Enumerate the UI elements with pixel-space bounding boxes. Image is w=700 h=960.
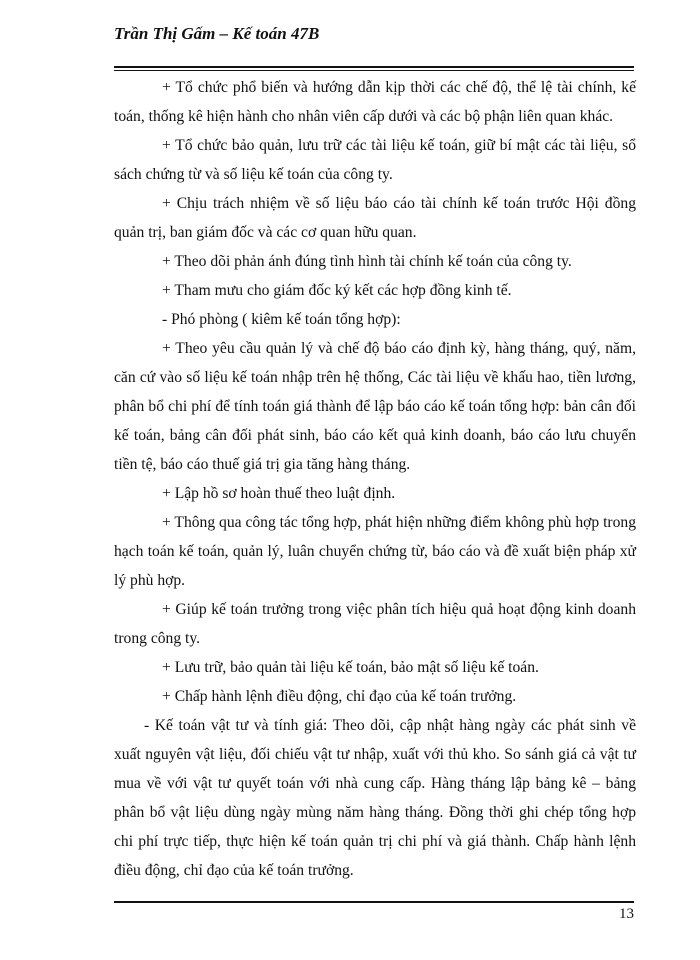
paragraph-13: - Kế toán vật tư và tính giá: Theo dõi, cập nhật hàng ngày các phát sinh về xuất nguyên vật liệu, đối chiếu vật tư nhập, xuất với thủ kho. So sánh giá cả vật tư mua về với vật tư quyết toán với nhà cung cấp. Hàng tháng lập bảng kê – bảng phân bổ vật liệu dùng ngày mùng năm hàng tháng. Đồng thời ghi chép tổng hợp chi phí trực tiếp, thực hiện kế toán quản trị chi phí và giá thành. Chấp hành lệnh điều động, chỉ đạo của kế toán trưởng. bbox=[114, 717, 636, 879]
paragraph-6: - Phó phòng ( kiêm kế toán tổng hợp): bbox=[162, 311, 401, 328]
footer-divider bbox=[114, 901, 634, 903]
paragraph-11: + Lưu trữ, bảo quản tài liệu kế toán, bảo mật số liệu kế toán. bbox=[162, 659, 539, 676]
paragraph-8: + Lập hồ sơ hoàn thuế theo luật định. bbox=[162, 485, 396, 502]
page-header: Trần Thị Gấm – Kế toán 47B bbox=[114, 24, 320, 43]
paragraph-5: + Tham mưu cho giám đốc ký kết các hợp đồng kinh tế. bbox=[162, 282, 512, 299]
paragraph-1: + Tổ chức phổ biến và hướng dẫn kịp thời các chế độ, thể lệ tài chính, kế toán, thống kê hiện hành cho nhân viên cấp dưới và các bộ phận liên quan khác. bbox=[114, 79, 636, 125]
paragraph-7: + Theo yêu cầu quản lý và chế độ báo cáo định kỳ, hàng tháng, quý, năm, căn cứ vào số liệu kế toán nhập trên hệ thống, Các tài liệu về khấu hao, tiền lương, phân bổ chi phí để tính toán giá thành để lập báo cáo kế toán tổng hợp: bản cân đối kế toán, bảng cân đối phát sinh, báo cáo kết quả kinh doanh, báo cáo lưu chuyển tiền tệ, báo cáo thuế giá trị gia tăng hàng tháng. bbox=[114, 340, 636, 473]
page-number: 13 bbox=[619, 906, 634, 922]
paragraph-4: + Theo dõi phản ánh đúng tình hình tài chính kế toán của công ty. bbox=[162, 253, 572, 270]
paragraph-12: + Chấp hành lệnh điều động, chỉ đạo của kế toán trưởng. bbox=[162, 688, 517, 705]
document-body bbox=[114, 73, 636, 885]
paragraph-2: + Tổ chức bảo quản, lưu trữ các tài liệu kế toán, giữ bí mật các tài liệu, sổ sách chứng từ và số liệu kế toán của công ty. bbox=[114, 137, 636, 183]
paragraph-10: + Giúp kế toán trưởng trong việc phân tích hiệu quả hoạt động kinh doanh trong công ty. bbox=[114, 601, 636, 647]
header-divider bbox=[114, 66, 634, 71]
paragraph-3: + Chịu trách nhiệm về số liệu báo cáo tài chính kế toán trước Hội đồng quản trị, ban giám đốc và các cơ quan hữu quan. bbox=[114, 195, 636, 241]
paragraph-9: + Thông qua công tác tổng hợp, phát hiện những điểm không phù hợp trong hạch toán kế toán, quản lý, luân chuyển chứng từ, báo cáo và đề xuất biện pháp xử lý phù hợp. bbox=[114, 514, 636, 589]
